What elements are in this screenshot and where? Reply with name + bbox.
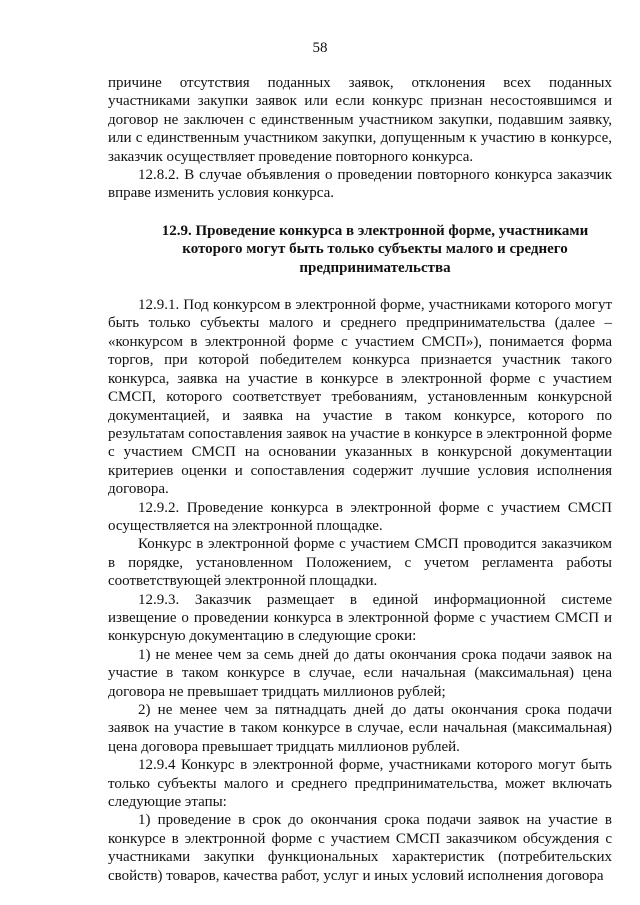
- paragraph-12-9-4: 12.9.4 Конкурс в электронной форме, участниками которого могут быть только субъекты малого и среднего предпринимательства, может включать следующие этапы:: [108, 757, 612, 811]
- list-item-1-deadline: 1) не менее чем за семь дней до даты окончания срока подачи заявок на участие в таком конкурсе в случае, если начальная (максимальная) цена договора не превышает тридцать миллионов рублей;: [108, 646, 612, 700]
- list-item-2-deadline: 2) не менее чем за пятнадцать дней до даты окончания срока подачи заявок на участие в таком конкурсе в случае, если начальная (максимальная) цена договора превышает тридцать миллионов рублей.: [108, 702, 612, 755]
- paragraph-12-9-3: 12.9.3. Заказчик размещает в единой информационной системе извещение о проведении конкурса в электронной форме с участием СМСП и конкурсную документацию в следующие сроки:: [108, 591, 612, 645]
- list-item-1-stage: 1) проведение в срок до окончания срока подачи заявок на участие в конкурсе в электронной форме с участием СМСП заказчиком обсуждения с участниками закупки функциональных характеристик (потребительских свойств) товаров, качества работ, услуг и иных условий исполнения договора: [108, 812, 612, 884]
- paragraph-procedure: Конкурс в электронной форме с участием СМСП проводится заказчиком в порядке, установленном Положением, с учетом регламента работы соответствующей электронной площадки.: [108, 536, 612, 590]
- section-heading-12-9: 12.9. Проведение конкурса в электронной форме, участниками которого могут быть только субъекты малого и среднего предпринимательства: [161, 222, 589, 276]
- page-number: 58: [312, 40, 328, 56]
- paragraph-continuation: причине отсутствия поданных заявок, отклонения всех поданных участниками закупки заявок или если конкурс признан несостоявшимся и договор не заключен с единственным участником закупки, подавшим заявку, или с единственным участником закупки, допущенным к участию в конкурсе, заказчик осуществляет проведение повторного конкурса.: [108, 75, 612, 165]
- document-body: [108, 74, 612, 885]
- paragraph-12-8-2: 12.8.2. В случае объявления о проведении повторного конкурса заказчик вправе изменить условия конкурса.: [108, 167, 612, 202]
- paragraph-12-9-1: 12.9.1. Под конкурсом в электронной форме, участниками которого могут быть только субъекты малого и среднего предпринимательства (далее – «конкурсом в электронной форме с участием СМСП»), понимается форма торгов, при которой победителем конкурса признается участник такого конкурса, заявка на участие в конкурсе в электронной форме с участием СМСП, которого соответствует требованиям, установленным конкурсной документацией, и заявка на участие в таком конкурсе, которого по результатам сопоставления заявок на участие в конкурсе в электронной форме с участием СМСП на основании указанных в конкурсной документации критериев оценки и сопоставления содержит лучшие условия исполнения договора.: [108, 297, 612, 498]
- paragraph-12-9-2: 12.9.2. Проведение конкурса в электронной форме с участием СМСП осуществляется на электронной площадке.: [108, 499, 612, 534]
